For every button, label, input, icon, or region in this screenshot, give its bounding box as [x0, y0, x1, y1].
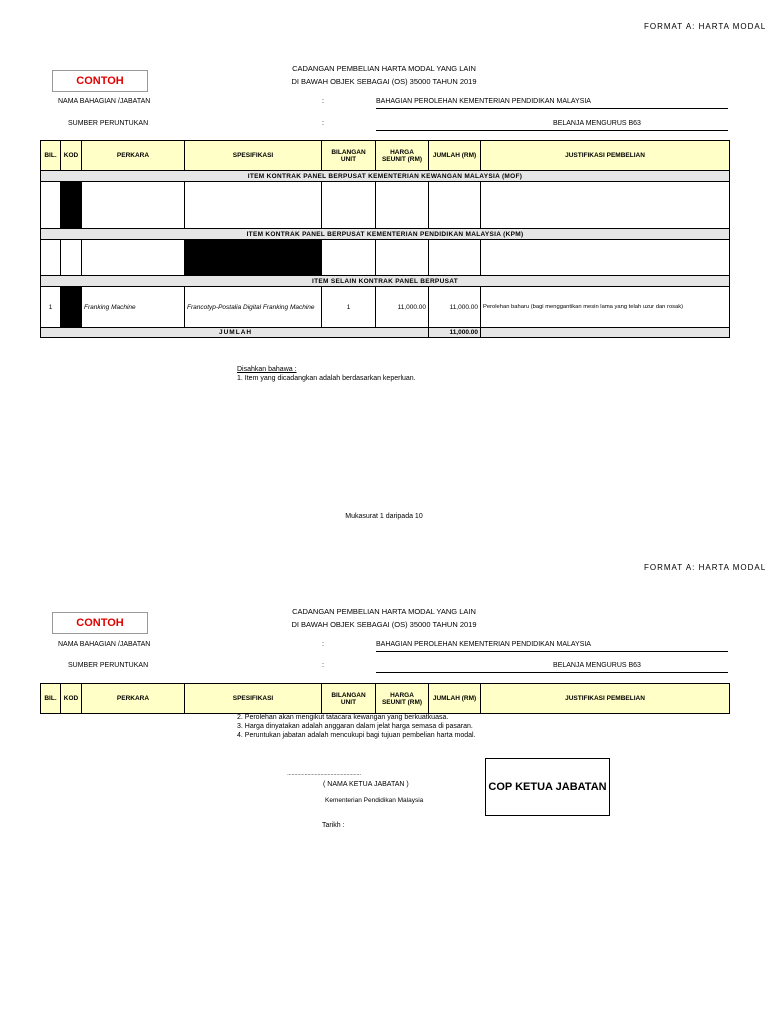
sumber-value-text: BELANJA MENGURUS B63 — [553, 120, 641, 127]
notes-block-2 — [237, 713, 476, 740]
header-harga: HARGA SEUNIT (RM) — [376, 141, 429, 171]
page-title — [254, 605, 514, 631]
total-value: 11,000.00 — [429, 328, 481, 338]
signature-line: ................................................... — [287, 770, 361, 777]
table-row — [41, 182, 730, 229]
title-line-2: DI BAWAH OBJEK SEBAGAI (OS) 35000 TAHUN 2019 — [291, 620, 477, 629]
section-row — [41, 229, 730, 240]
header-jumlah: JUMLAH (RM) — [429, 684, 481, 714]
nama-value: BAHAGIAN PEROLEHAN KEMENTERIAN PENDIDIKAN MALAYSIA — [376, 641, 728, 652]
cell-justifikasi: Perolehan baharu (bagi menggantikan mesin lama yang telah uzur dan rosak) — [481, 287, 730, 328]
colon: : — [322, 641, 324, 648]
kementerian-label: Kementerian Pendidikan Malaysia — [325, 797, 424, 804]
sumber-value — [376, 120, 728, 131]
sumber-value — [376, 662, 728, 673]
nama-label: NAMA BAHAGIAN /JABATAN — [58, 641, 151, 648]
header-harga: HARGA SEUNIT (RM) — [376, 684, 429, 714]
cell-harga: 11,000.00 — [376, 287, 429, 328]
title-line-1: CADANGAN PEMBELIAN HARTA MODAL YANG LAIN — [292, 64, 476, 73]
tarikh-label: Tarikh : — [322, 822, 345, 829]
header-jumlah: JUMLAH (RM) — [429, 141, 481, 171]
redacted-cell — [61, 182, 82, 229]
header-bilangan: BILANGAN UNIT — [322, 141, 376, 171]
cell-jumlah: 11,000.00 — [429, 287, 481, 328]
section-kpm: ITEM KONTRAK PANEL BERPUSAT KEMENTERIAN PENDIDIKAN MALAYSIA (KPM) — [41, 229, 730, 240]
section-row — [41, 171, 730, 182]
cop-stamp-box: COP KETUA JABATAN — [485, 758, 610, 816]
nama-ketua-label: ( NAMA KETUA JABATAN ) — [323, 781, 409, 788]
sumber-label: SUMBER PERUNTUKAN — [68, 120, 149, 127]
nama-label: NAMA BAHAGIAN /JABATAN — [58, 98, 151, 105]
nama-value: BAHAGIAN PEROLEHAN KEMENTERIAN PENDIDIKAN MALAYSIA — [376, 98, 728, 109]
cell-bilangan: 1 — [322, 287, 376, 328]
total-row — [41, 328, 730, 338]
cell-perkara: Franking Machine — [82, 287, 185, 328]
cell-bil: 1 — [41, 287, 61, 328]
header-perkara: PERKARA — [82, 684, 185, 714]
format-label: FORMAT A: HARTA MODAL — [644, 22, 767, 31]
contoh-label: CONTOH — [52, 612, 148, 634]
title-line-2: DI BAWAH OBJEK SEBAGAI (OS) 35000 TAHUN 2019 — [291, 77, 477, 86]
cell-spesifikasi: Francotyp-Postalia Digital Franking Machine — [185, 287, 322, 328]
table-row — [41, 287, 730, 328]
purchase-table-header — [40, 683, 730, 714]
colon: : — [322, 120, 324, 127]
format-label: FORMAT A: HARTA MODAL — [644, 563, 767, 572]
colon: : — [322, 662, 324, 669]
section-selain: ITEM SELAIN KONTRAK PANEL BERPUSAT — [41, 276, 730, 287]
disahkan-label: Disahkan bahawa : — [237, 366, 297, 373]
section-row — [41, 276, 730, 287]
header-spesifikasi: SPESIFIKASI — [185, 141, 322, 171]
header-bil: BIL. — [41, 141, 61, 171]
redacted-cell — [61, 287, 82, 328]
page-number: Mukasurat 1 daripada 10 — [345, 513, 423, 520]
header-bilangan: BILANGAN UNIT — [322, 684, 376, 714]
section-mof: ITEM KONTRAK PANEL BERPUSAT KEMENTERIAN KEWANGAN MALAYSIA (MOF) — [41, 171, 730, 182]
header-justifikasi: JUSTIFIKASI PEMBELIAN — [481, 141, 730, 171]
header-justifikasi: JUSTIFIKASI PEMBELIAN — [481, 684, 730, 714]
sumber-label: SUMBER PERUNTUKAN — [68, 662, 149, 669]
note-1: 1. Item yang dicadangkan adalah berdasarkan keperluan. — [237, 375, 416, 382]
purchase-table — [40, 140, 730, 338]
total-label: JUMLAH — [41, 328, 429, 338]
colon: : — [322, 98, 324, 105]
sumber-value-text: BELANJA MENGURUS B63 — [553, 662, 641, 669]
redacted-cell — [185, 240, 322, 276]
page-title — [254, 62, 514, 88]
table-header-row — [41, 684, 730, 714]
note-2: 2. Perolehan akan mengikut tatacara kewangan yang berkuatkuasa. — [237, 714, 449, 721]
header-kod: KOD — [61, 684, 82, 714]
note-3: 3. Harga dinyatakan adalah anggaran dalam jelat harga semasa di pasaran. — [237, 723, 473, 730]
table-row — [41, 240, 730, 276]
contoh-label: CONTOH — [52, 70, 148, 92]
header-kod: KOD — [61, 141, 82, 171]
note-4: 4. Peruntukan jabatan adalah mencukupi bagi tujuan pembelian harta modal. — [237, 732, 476, 739]
notes-block — [237, 365, 416, 383]
header-perkara: PERKARA — [82, 141, 185, 171]
title-line-1: CADANGAN PEMBELIAN HARTA MODAL YANG LAIN — [292, 607, 476, 616]
header-bil: BIL. — [41, 684, 61, 714]
header-spesifikasi: SPESIFIKASI — [185, 684, 322, 714]
table-header-row — [41, 141, 730, 171]
